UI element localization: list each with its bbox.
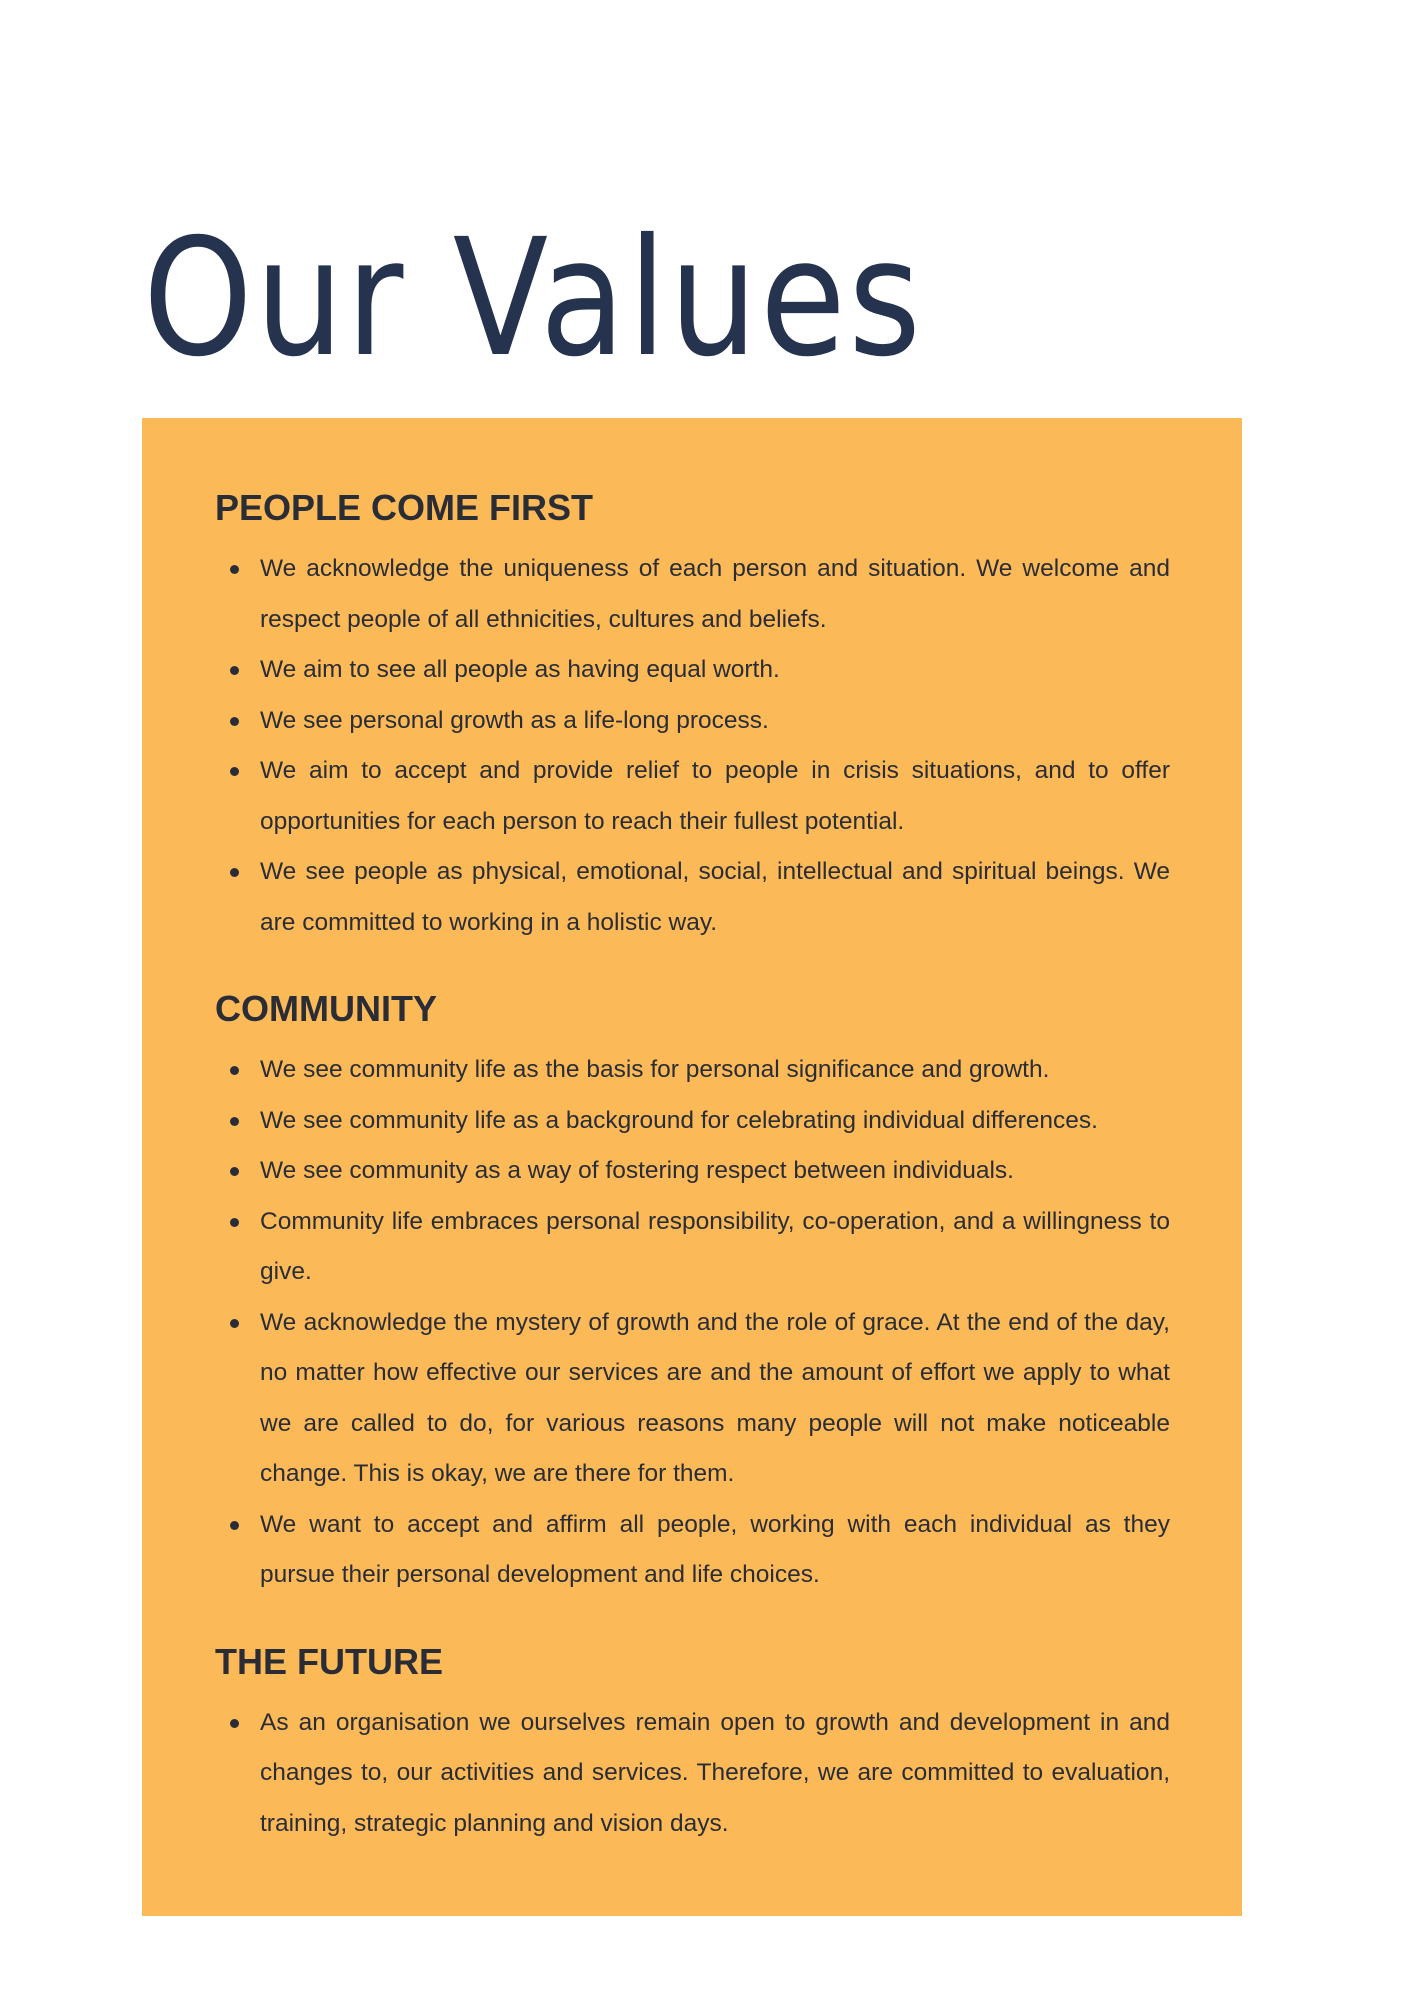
bullet-item: We see people as physical, emotional, social, intellectual and spiritual beings. We are committed to working in a holistic way.: [215, 847, 1170, 948]
bullet-item: Community life embraces personal responsibility, co-operation, and a willingness to give.: [215, 1197, 1170, 1298]
section-people-come-first: [215, 486, 1170, 948]
bullet-item: We acknowledge the mystery of growth and the role of grace. At the end of the day, no matter how effective our services are and the amount of effort we apply to what we are called to do, for various reasons many people will not make noticeable change. This is okay, we are there for them.: [215, 1298, 1170, 1500]
bullet-item: We aim to accept and provide relief to people in crisis situations, and to offer opportunities for each person to reach their fullest potential.: [215, 746, 1170, 847]
bullet-list: [215, 1698, 1170, 1850]
bullet-list: [215, 1045, 1170, 1601]
bullet-item: We want to accept and affirm all people, working with each individual as they pursue their personal development and life choices.: [215, 1500, 1170, 1601]
section-community: [215, 987, 1170, 1601]
bullet-item: We acknowledge the uniqueness of each person and situation. We welcome and respect people of all ethnicities, cultures and beliefs.: [215, 544, 1170, 645]
section-the-future: [215, 1640, 1170, 1850]
bullet-item: We aim to see all people as having equal worth.: [215, 645, 1170, 696]
bullet-list: [215, 544, 1170, 948]
section-heading: PEOPLE COME FIRST: [215, 487, 594, 528]
section-heading: COMMUNITY: [215, 988, 437, 1029]
section-heading: THE FUTURE: [215, 1640, 443, 1682]
bullet-item: As an organisation we ourselves remain open to growth and development in and changes to, our activities and services. Therefore, we are committed to evaluation, training, strategic planning and vision days.: [215, 1698, 1170, 1850]
bullet-item: We see personal growth as a life-long process.: [215, 696, 1170, 747]
bullet-item: We see community as a way of fostering respect between individuals.: [215, 1146, 1170, 1197]
values-panel: [142, 418, 1242, 1916]
bullet-item: We see community life as the basis for personal significance and growth.: [215, 1045, 1170, 1096]
page-title: Our Values: [143, 205, 924, 393]
bullet-item: We see community life as a background for celebrating individual differences.: [215, 1096, 1170, 1147]
